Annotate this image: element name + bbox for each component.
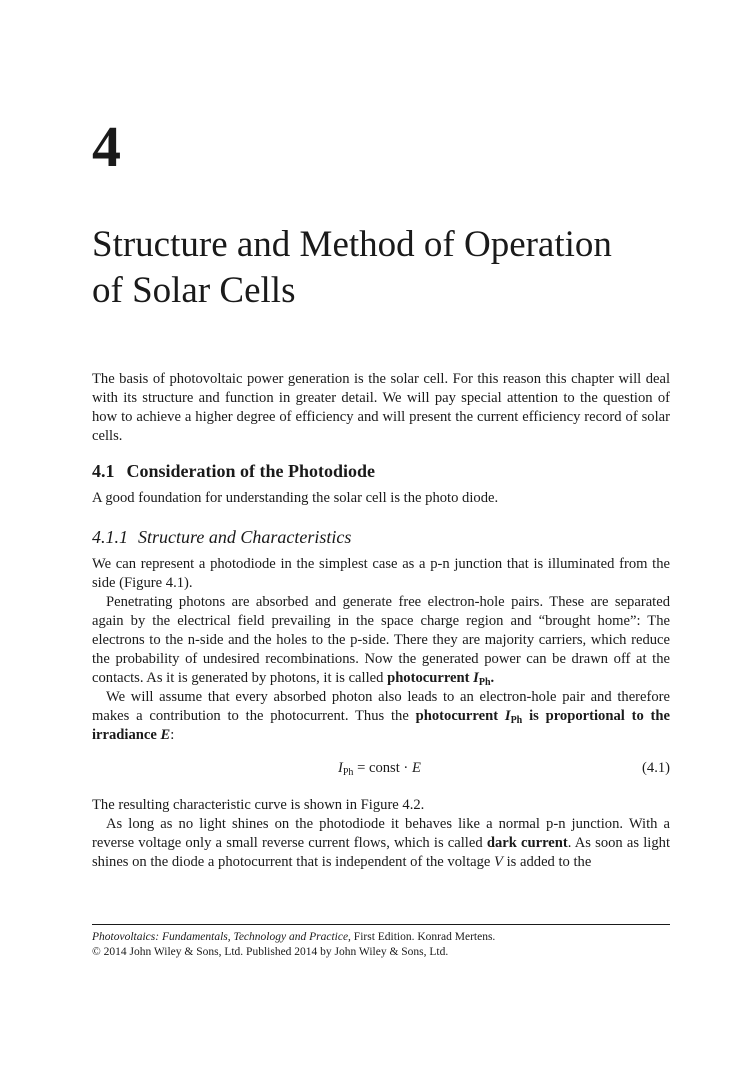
subsection-heading-4-1-1 [92,525,351,549]
subsection-4-1-1-body [92,555,670,745]
chapter-title [92,222,692,314]
footer [92,930,495,960]
paragraph-3: We will assume that every absorbed photon also leads to an electron-hole pair and therefore makes a contribution to the photocurrent. Thus the photocurrent $I_{Ph}$ is proportional to the irradiance E: [92,689,670,743]
section-title: Consideration of the Photodiode [126,461,376,481]
subsection-number: 4.1.1 [92,527,128,547]
term-photocurrent: photocurrent $I_{Ph}$. [387,670,495,688]
section-number: 4.1 [92,461,115,481]
statement-proportional: photocurrent $I_{Ph}$ is proportional to the irradiance E [92,708,670,743]
paragraph-4: The resulting characteristic curve is shown in Figure 4.2. [92,797,425,813]
equation-expression: $I_{Ph}$ = const · E [338,760,421,778]
paragraph-2: Penetrating photons are absorbed and generate free electron-hole pairs. These are separated again by the electrical field prevailing in the space charge region and “brought home”: The electrons to the n-side and the holes to the p-side. There they are majority carriers, which reduce the probability of undesired recombinations. Now the generated power can be drawn off at the contacts. As it is generated by photons, it is called photocurrent $I_{Ph}$. [92,594,670,688]
footer-copyright: © 2014 John Wiley & Sons, Ltd. Published 2014 by John Wiley & Sons, Ltd. [92,946,449,958]
equation-number: (4.1) [642,760,670,776]
term-dark-current: dark current [486,835,568,851]
section-4-1-text: A good foundation for understanding the solar cell is the photo diode. [92,490,499,506]
section-4-1-body [92,489,670,508]
subsection-title: Structure and Characteristics [138,527,352,547]
paragraph-1: We can represent a photodiode in the simplest case as a p-n junction that is illuminated from the side (Figure 4.1). [92,556,670,591]
chapter-title-line-2: of Solar Cells [92,270,296,311]
footer-citation: Photovoltaics: Fundamentals, Technology and Practice, First Edition. Konrad Mertens. [92,931,496,943]
post-equation-body [92,796,670,872]
intro-text: The basis of photovoltaic power generation is the solar cell. For this reason this chapter will deal with its structure and function in greater detail. We will pay special attention to the question of how to achieve a higher degree of efficiency and will present the current efficiency record of solar cells. [92,371,670,444]
paragraph-5: As long as no light shines on the photodiode it behaves like a normal p-n junction. With a reverse voltage only a small reverse current flows, which is called dark current. As soon as light shines on the diode a photocurrent that is independent of the voltage V is added to the [92,816,670,870]
section-heading-4-1 [92,459,375,483]
intro-paragraph [92,370,670,446]
equation-4-1 [92,760,670,780]
chapter-title-line-1: Structure and Method of Operation [92,224,612,265]
chapter-number: 4 [92,114,121,179]
footer-rule [92,924,670,925]
